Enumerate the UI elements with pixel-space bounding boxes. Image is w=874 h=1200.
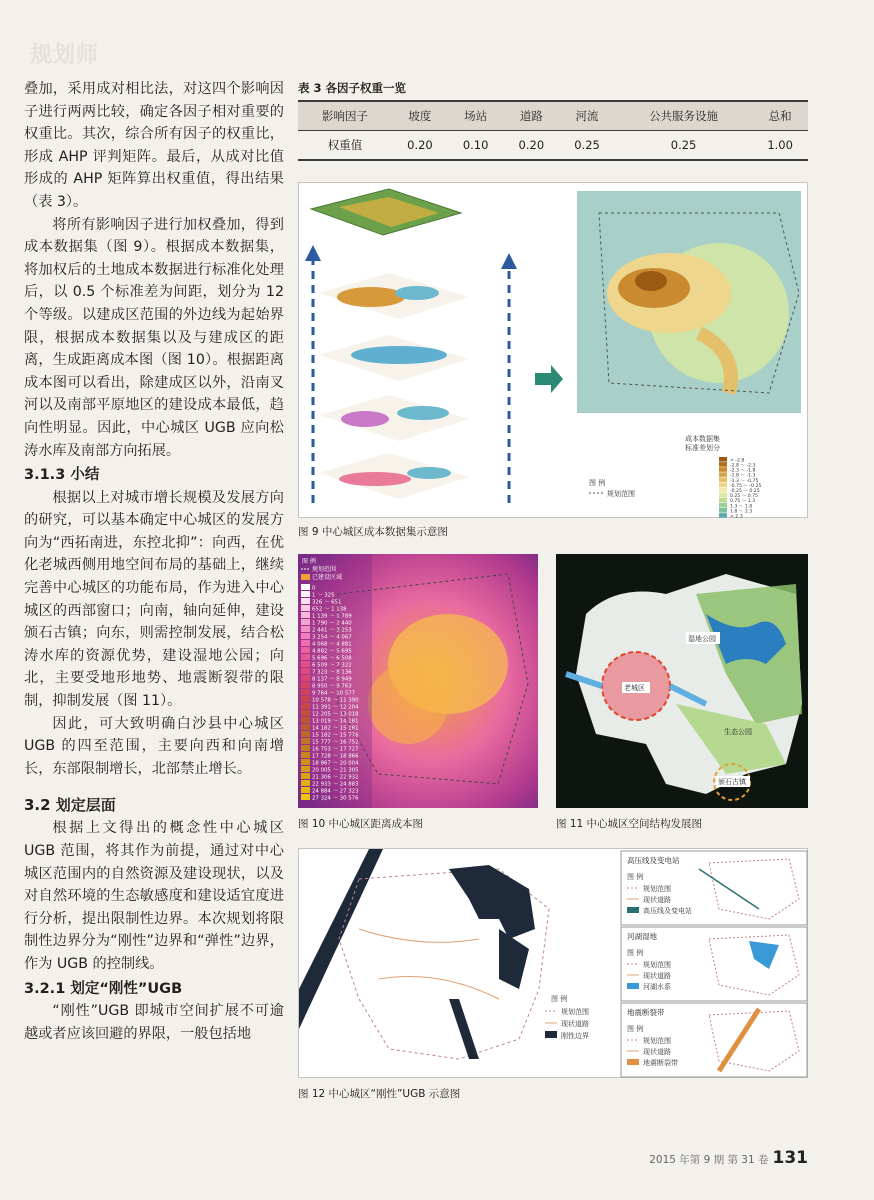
- legend-swatch: [301, 682, 310, 688]
- legend-class-label: 2 441 ～ 3 253: [312, 627, 352, 634]
- table-3-title: 表 3 各因子权重一览: [298, 81, 407, 95]
- legend-swatch: [301, 752, 310, 758]
- heading-3-1-3: 3.1.3 小结: [24, 467, 100, 484]
- legend-class-label: 12 205 ～ 13 018: [312, 711, 359, 718]
- legend-item: 地震断裂带: [643, 1059, 678, 1067]
- issue-info: 2015 年第 9 期 第 31 卷: [649, 1154, 769, 1166]
- legend-title: 成本数据集: [685, 435, 720, 443]
- panel-title: 高压线及变电站: [627, 856, 680, 865]
- legend-swatch: [719, 503, 727, 508]
- figure-11-graphic: [556, 554, 808, 808]
- panel-wetland: [621, 927, 807, 1001]
- legend-swatch: [301, 598, 310, 604]
- legend-class-label: -1.3 ～ -0.75: [730, 478, 759, 484]
- legend-swatch: [719, 457, 727, 462]
- legend-class-label: 6 509 ～ 7 322: [312, 662, 352, 669]
- legend-swatch: [301, 717, 310, 723]
- legend-swatch: [301, 668, 310, 674]
- legend-swatch: [301, 584, 310, 590]
- legend-swatch: [301, 724, 310, 730]
- figure-10-caption: 图 10 中心城区距离成本图: [298, 818, 424, 830]
- legend-swatch: [301, 612, 310, 618]
- table-header-row: [298, 101, 808, 131]
- legend-class-label: 1.8 ～ 2.3: [730, 509, 753, 515]
- legend-class-label: 15 182 ～ 15 776: [312, 732, 359, 739]
- legend-class-label: 4 068 ～ 4 881: [312, 641, 352, 648]
- legend-class-label: 652 ～ 1 138: [312, 606, 347, 613]
- legend-title: 图 例: [627, 949, 644, 957]
- legend-class-label: 4 882 ～ 5 695: [312, 648, 352, 655]
- figure-11: [556, 554, 808, 808]
- legend-swatch: [719, 472, 727, 477]
- legend-swatch: [301, 696, 310, 702]
- legend-item: 现状道路: [643, 896, 671, 904]
- legend-class-label: -0.75 ～ -0.25: [730, 483, 762, 489]
- legend-item: 现状道路: [643, 1048, 671, 1056]
- legend-swatch: [719, 493, 727, 498]
- legend-swatch: [301, 619, 310, 625]
- heading-3-2: 3.2 划定层面: [24, 796, 116, 815]
- town-label: 颁石古镇: [718, 778, 746, 786]
- panel-power-lines: [621, 851, 807, 925]
- table-cell: 1.00: [752, 131, 808, 161]
- legend-item: 规划范围: [561, 1008, 589, 1016]
- legend-item: 河湖水系: [643, 983, 671, 991]
- legend-swatch: [719, 508, 727, 513]
- legend-class-label: 18 867 ～ 20 004: [312, 760, 359, 767]
- legend-class-label: -0.25 ～ 0.25: [730, 489, 760, 494]
- legend-item: 规划范围: [643, 1037, 671, 1045]
- figure-10: [298, 554, 538, 808]
- table-header-cell: 道路: [503, 101, 559, 131]
- legend-swatch: [301, 633, 310, 639]
- weight-table: [298, 100, 808, 161]
- legend-class-label: 0.75 ～ 1.3: [730, 499, 756, 505]
- legend-swatch: [301, 731, 310, 737]
- legend-class-label: 15 777 ～ 16 752: [312, 739, 359, 746]
- legend-swatch: [301, 647, 310, 653]
- legend-swatch: [301, 689, 310, 695]
- cost-dataset-map: [577, 191, 801, 413]
- legend-swatch: [719, 498, 727, 503]
- legend-item: 刚性边界: [561, 1032, 589, 1040]
- table-cell: 0.25: [559, 131, 615, 161]
- journal-logo: 规划师: [30, 43, 100, 68]
- legend-class-label: > 2.3: [730, 514, 743, 519]
- table-cell: 0.25: [615, 131, 752, 161]
- legend-class-label: 7 323 ～ 8 136: [312, 669, 352, 676]
- legend-item: 已建设区域: [312, 574, 343, 581]
- legend-swatch: [301, 661, 310, 667]
- legend-class-label: 0.25 ～ 0.75: [730, 494, 758, 500]
- legend-swatch: [301, 780, 310, 786]
- legend-swatch: [301, 675, 310, 681]
- paragraph-ugb-range: 因此，可大致明确白沙县中心城区 UGB 的四至范围，主要向西和向南增长，东部限制增长，北部禁止增长。: [24, 715, 284, 777]
- legend-class-label: 8 137 ～ 8 949: [312, 676, 352, 683]
- legend-swatch: [719, 467, 727, 472]
- legend-item: 规划范围: [643, 885, 671, 893]
- cost-dataset-legend: [685, 434, 761, 519]
- legend-class-label: -2.8 ～ -2.3: [730, 463, 756, 469]
- table-header-cell: 总和: [752, 101, 808, 131]
- legend-class-label: 1 139 ～ 1 789: [312, 613, 352, 620]
- left-text-column: [24, 78, 284, 1045]
- built-area-swatch: [301, 574, 310, 580]
- legend-swatch: [301, 591, 310, 597]
- legend-class-label: 27 324 ～ 30 576: [312, 795, 359, 802]
- paragraph-ahp: 叠加，采用成对相比法，对这四个影响因子进行两两比较，确定各因子相对重要的权重比。其次，综合所有因子的权重比，形成 AHP 评判矩阵。最后，从成对比值形成的 AHP 矩阵算出权重值，得出结果（表 3）。: [24, 81, 284, 210]
- legend-swatch: [301, 710, 310, 716]
- eco-park-label: 生态公园: [724, 728, 752, 736]
- boundary-legend: [589, 478, 635, 498]
- legend-title: 图 例: [551, 995, 568, 1003]
- wetland-park-label: 湿地公园: [688, 635, 716, 643]
- figure-12: [298, 848, 808, 1078]
- table-header-cell: 坡度: [392, 101, 448, 131]
- table-header-cell: 公共服务设施: [615, 101, 752, 131]
- panel-fault-zone: [621, 1003, 807, 1077]
- table-3-block: [298, 80, 808, 161]
- legend-swatch: [301, 766, 310, 772]
- legend-swatch: [719, 462, 727, 467]
- table-row: [298, 131, 808, 161]
- paragraph-cost-dataset: 将所有影响因子进行加权叠加，得到成本数据集（图 9）。根据成本数据集，将加权后的土地成本数据进行标准化处理后，以 0.5 个标准差为间距，划分为 12 个等级。以建成区范围的外边线为起始界限，根据成本数据集以及与建成区的距离，生成距离成本图（图 10）。根据距离成本图可以看出，除建成区以外，沿南叉河以及南部平原地区的建设成本最低，趋向性明显。因此，中心城区 UGB 应向松涛水库及南部方向拓展。: [24, 216, 284, 459]
- legend-class-label: 21 306 ～ 22 932: [312, 774, 359, 781]
- legend-swatch: [301, 605, 310, 611]
- table-header-cell: 场站: [448, 101, 504, 131]
- legend-title: 图 例: [302, 558, 316, 565]
- table-cell: 0.10: [448, 131, 504, 161]
- figure-12-graphic: [299, 849, 809, 1079]
- legend-class-label: 1.3 ～ 1.8: [730, 504, 753, 510]
- legend-item: 规划范围: [607, 490, 635, 498]
- legend-swatch: [301, 745, 310, 751]
- legend-class-label: 17 728 ～ 18 866: [312, 753, 359, 760]
- legend-swatch: [301, 626, 310, 632]
- legend-swatch: [719, 483, 727, 488]
- legend-swatch: [301, 794, 310, 800]
- legend-swatch: [301, 738, 310, 744]
- legend-swatch: [301, 759, 310, 765]
- paragraph-delimit: 根据上文得出的概念性中心城区 UGB 范围，将其作为前提，通过对中心城区范围内的自然资源及建设现状，以及对自然环境的生态敏感度和建设适宜度进行分析，提出限制性边界。本次规划将限制性边界分为“刚性”边界和“弹性”边界，作为 UGB 的控制线。: [24, 820, 284, 972]
- legend-item: 规划范围: [643, 961, 671, 969]
- legend-swatch: [301, 703, 310, 709]
- legend-class-label: 24 884 ～ 27 323: [312, 788, 359, 795]
- legend-class-label: 22 933 ～ 24 883: [312, 781, 359, 788]
- legend-class-label: 3 254 ～ 4 067: [312, 634, 352, 641]
- legend-swatch: [301, 773, 310, 779]
- legend-title: 图 例: [627, 873, 644, 881]
- table-header-cell: 河流: [559, 101, 615, 131]
- right-arrow-icon: [535, 365, 563, 393]
- legend-class-label: 20 005 ～ 21 305: [312, 767, 359, 774]
- legend-title: 图 例: [627, 1025, 644, 1033]
- legend-item: 高压线及变电站: [643, 907, 692, 915]
- figure-10-graphic: [298, 554, 538, 808]
- page-footer: [649, 1148, 808, 1168]
- figure-9-graphic: [299, 183, 809, 519]
- legend-class-label: 14 182 ～ 15 181: [312, 725, 359, 732]
- legend-subtitle: 标准差划分: [685, 444, 720, 452]
- panel-title: 地震断裂带: [627, 1008, 665, 1017]
- legend-swatch: [301, 654, 310, 660]
- legend-swatch: [719, 488, 727, 493]
- legend-swatch: [719, 477, 727, 482]
- panel-title: 河湖湿地: [627, 932, 657, 941]
- rigid-ugb-map: [299, 849, 549, 1059]
- figure-12-caption: 图 12 中心城区“刚性”UGB 示意图: [298, 1088, 461, 1100]
- legend-class-label: < -2.8: [730, 458, 745, 464]
- legend-class-label: 9 764 ～ 10 577: [312, 690, 356, 697]
- legend-class-label: 16 753 ～ 17 727: [312, 746, 359, 753]
- paragraph-rigid-ugb: “刚性”UGB 即城市空间扩展不可逾越或者应该回避的界限，一般包括地: [24, 1003, 284, 1042]
- legend-swatch: [719, 513, 727, 518]
- legend-item: 规划范围: [312, 566, 337, 573]
- legend-class-label: -1.8 ～ -1.3: [730, 473, 756, 479]
- legend-class-label: 1 ～ 325: [312, 592, 335, 599]
- legend-class-label: -2.3 ～ -1.8: [730, 468, 756, 474]
- table-header-cell: 影响因子: [298, 101, 392, 131]
- legend-class-label: 326 ～ 651: [312, 599, 342, 606]
- main-legend: [545, 994, 589, 1040]
- legend-class-label: 5 696 ～ 6 508: [312, 655, 352, 662]
- figure-9: [298, 182, 808, 518]
- table-cell: 0.20: [392, 131, 448, 161]
- layer-stack: [311, 189, 469, 499]
- paragraph-summary: 根据以上对城市增长规模及发展方向的研究，可以基本确定中心城区的发展方向为“西拓南进，东控北抑”：向西，在优化老城西侧用地空间布局的基础上，继续完善中心城区的功能布局，作为进入中心城区的西部窗口；向南，轴向延伸，建设颁石古镇；向东，则需控制发展，结合松涛水库的资源优势，建设湿地公园；向北，主要受地形地势、地震断裂带的限制，抑制发展（图 11）。: [24, 489, 284, 710]
- legend-class-label: 10 578 ～ 11 390: [312, 697, 359, 704]
- figure-11-caption: 图 11 中心城区空间结构发展图: [556, 818, 703, 830]
- legend-item: 现状道路: [643, 972, 671, 980]
- legend-class-label: 0: [312, 585, 316, 592]
- legend-title: 图 例: [589, 479, 606, 487]
- legend-class-label: 1 790 ～ 2 440: [312, 620, 352, 627]
- table-cell: 权重值: [298, 131, 392, 161]
- page-number: 131: [772, 1148, 808, 1168]
- legend-swatch: [301, 640, 310, 646]
- legend-class-label: 13 019 ～ 14 181: [312, 718, 359, 725]
- legend-class-label: 11 391 ～ 12 204: [312, 704, 359, 711]
- figure-9-caption: 图 9 中心城区成本数据集示意图: [298, 526, 448, 538]
- legend-class-label: 8 950 ～ 9 763: [312, 683, 352, 690]
- old-town-label: 老城区: [624, 684, 645, 692]
- table-cell: 0.20: [503, 131, 559, 161]
- heading-3-2-1: 3.2.1 划定“刚性”UGB: [24, 980, 183, 997]
- legend-item: 现状道路: [561, 1020, 589, 1028]
- legend-swatch: [301, 787, 310, 793]
